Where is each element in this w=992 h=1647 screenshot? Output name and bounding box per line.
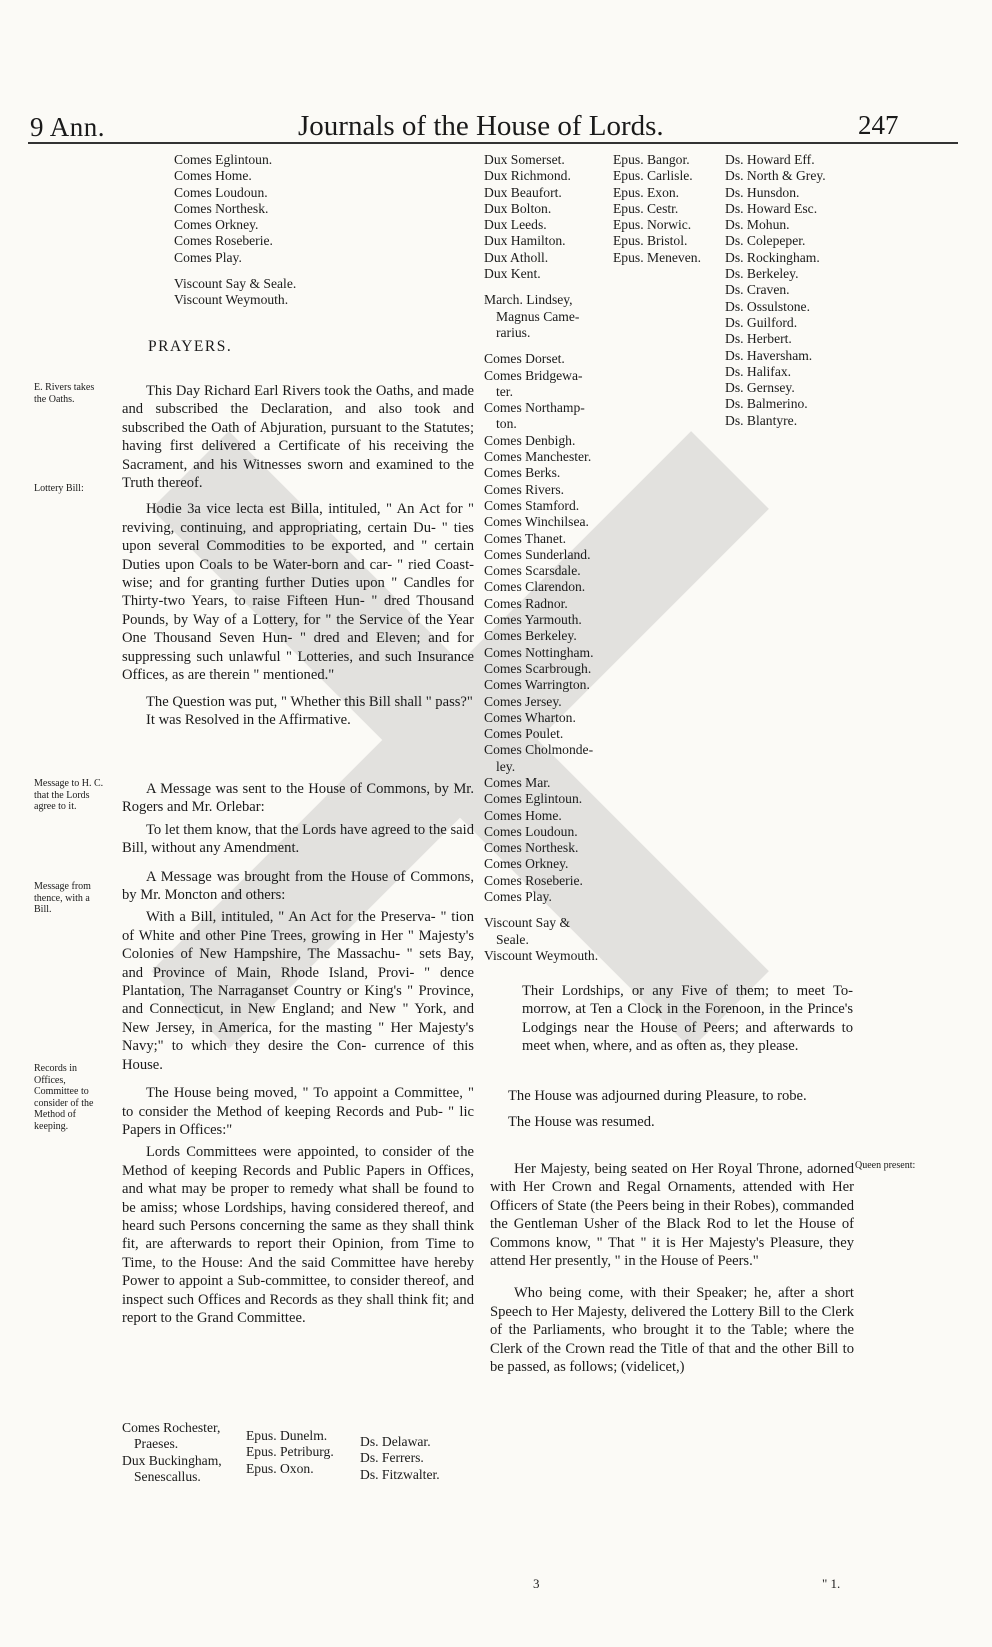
list-item: Viscount Say & — [484, 915, 571, 931]
list-item: Comes Rochester, — [122, 1420, 221, 1435]
list-item: Comes Rivers. — [484, 481, 565, 497]
left-column — [122, 382, 474, 729]
list-item: Comes Roseberie. — [174, 233, 273, 249]
list-item: Ds. Fitzwalter. — [360, 1466, 440, 1482]
list-item: Magnus Came- — [496, 308, 580, 324]
list-item: Comes Poulet. — [484, 726, 564, 742]
list-item: Comes Denbigh. — [484, 432, 576, 448]
list-item: Comes Scarbrough. — [484, 660, 592, 676]
list-item: Comes Loudoun. — [174, 184, 268, 200]
list-item: Dux Hamilton. — [484, 233, 566, 249]
list-item: Comes Play. — [484, 889, 552, 905]
list-item: Epus. Petriburg. — [246, 1444, 334, 1460]
list-item: Dux Somerset. — [484, 152, 565, 167]
paragraph-message-from: A Message was brought from the House of Commons, by Mr. Moncton and others: — [122, 868, 474, 904]
list-item: Epus. Bangor. — [613, 152, 690, 167]
margin-note-lottery: Lottery Bill: — [34, 483, 84, 494]
list-item: Dux Richmond. — [484, 168, 571, 184]
list-item: Ds. Ferrers. — [360, 1450, 424, 1466]
list-item: Seale. — [496, 931, 529, 947]
list-item: Ds. North & Grey. — [725, 168, 826, 184]
list-item: Epus. Carlisle. — [613, 168, 693, 184]
list-item: Comes Home. — [484, 807, 562, 823]
list-item: Ds. Blantyre. — [725, 412, 798, 428]
margin-note-message-from: Message from thence, with a Bill. — [34, 881, 91, 915]
paragraph-lottery-bill: Hodie 3a vice lecta est Billa, intituled, " An Act for " reviving, continuing, and appropriating, certain Du- " ties upon several Commodities to be exported, and " certain Duties upon Coals to be Water-born and car- " ried Coast-wise; and for granting further Duties upon " Candles for Thirty-two Years, to raise Fifteen Hun- " dred Thousand Pounds, by Way of a Lottery, for " the Service of the Year One Thousand Seven Hun- " dred and Eleven; and for suppressing such unlawful " Lotteries, and such Insurance Offices, as are therein " mentioned." — [122, 501, 474, 684]
list-item: Comes Mar. — [484, 774, 551, 790]
list-item: Ds. Haversham. — [725, 347, 813, 363]
margin-note-records: Records in Offices, Committee to consider of the Method of keeping. — [34, 1063, 94, 1132]
journal-title: Journals of the House of Lords. — [298, 110, 664, 142]
paragraph-rivers: This Day Richard Earl Rivers took the Oaths, and made and subscribed the Declaration, and also took and subscribed the Oath of Abjuration, pursuant to the Statutes; having first delivered a Certificate of his receiving the Sacrament, and his Witnesses sworn and examined to the Truth thereof. — [122, 383, 474, 492]
margin-note-message-to: Message to H. C. that the Lords agree to it. — [34, 778, 104, 812]
paragraph-message-from-bill: With a Bill, intituled, " An Act for the Preserva- " tion of White and other Pine Trees, growing in Her " Majesty's Colonies of New Hampshire, The Massachu- " sets Bay, and Province of Main, Rhode Island, Provi- " dence Plantation, The Narraganset Country or King's " Province, and Connecticut, in New England; and New " York, and New Jersey, in America, for the masting " Her Majesty's Navy;" to which they desire the Con- currence of this House. — [122, 909, 474, 1073]
list-item: Senescallus. — [134, 1468, 201, 1484]
list-item: rarius. — [496, 324, 531, 340]
catchword: " 1. — [822, 1576, 841, 1591]
list-item: Comes Warrington. — [484, 677, 590, 693]
list-item: Comes Yarmouth. — [484, 612, 582, 628]
signature-mark: 3 — [533, 1576, 540, 1591]
list-item: Comes Bridgewa- — [484, 367, 583, 383]
right-column — [508, 982, 853, 1056]
paragraph-majesty: Her Majesty, being seated on Her Royal Throne, adorned with Her Crown and Regal Ornaments, attended with Her Officers of State (the Peers being in their Robes), commanded the Gentleman Usher of the Black Rod to let the House of Commons know, " That " it is Her Majesty's Pleasure, they attend Her presently, " in the House of Peers." — [490, 1161, 854, 1270]
list-item: ter. — [496, 383, 513, 399]
list-item: Ds. Rockingham. — [725, 249, 820, 265]
list-item: Ds. Mohun. — [725, 217, 790, 233]
list-item: Comes Stamford. — [484, 497, 580, 513]
list-item: Comes Scarsdale. — [484, 563, 581, 579]
header-rule — [28, 142, 958, 144]
top-attendance-list — [174, 152, 296, 309]
list-item: Comes Northesk. — [484, 840, 579, 856]
committee-col-2 — [246, 1428, 334, 1477]
list-item: Comes Winchilsea. — [484, 514, 589, 530]
list-item: Epus. Meneven. — [613, 249, 701, 265]
margin-note-queen: Queen present: — [855, 1160, 916, 1171]
list-item: Epus. Dunelm. — [246, 1428, 328, 1443]
list-item: Ds. Hunsdon. — [725, 184, 800, 200]
list-item: Dux Atholl. — [484, 249, 549, 265]
list-item: Dux Bolton. — [484, 200, 552, 216]
list-item: Dux Kent. — [484, 266, 541, 282]
list-item: Viscount Weymouth. — [484, 947, 599, 963]
list-item: Ds. Ossulstone. — [725, 298, 810, 314]
list-item: Viscount Say & Seale. — [174, 276, 297, 292]
paragraph-message-to: A Message was sent to the House of Commons, by Mr. Rogers and Mr. Orlebar: — [122, 781, 474, 816]
paragraph-lordships: Their Lordships, or any Five of them; to meet To-morrow, at Ten a Clock in the Forenoon, in the Prince's Lodgings near the House of Peers; and afterwards to meet when, where, and as often as, they please. — [522, 983, 853, 1055]
list-item: ton. — [496, 416, 517, 432]
list-item: Epus. Exon. — [613, 184, 680, 200]
paragraph-message-to-detail: To let them know, that the Lords have agreed to the said Bill, without any Amendment. — [122, 821, 474, 857]
list-item: Comes Northesk. — [174, 200, 269, 216]
list-item: Viscount Weymouth. — [174, 292, 289, 308]
left-column-messages — [122, 780, 474, 1327]
committee-col-3 — [360, 1434, 440, 1483]
list-item: Comes Roseberie. — [484, 872, 583, 888]
right-column-majesty — [490, 1160, 854, 1376]
list-item: Comes Berks. — [484, 465, 561, 481]
list-item: Comes Cholmonde- — [484, 742, 594, 758]
list-item: Comes Wharton. — [484, 709, 576, 725]
list-item: Comes Orkney. — [484, 856, 569, 872]
list-item: Dux Beaufort. — [484, 184, 562, 200]
list-item: Comes Clarendon. — [484, 579, 586, 595]
list-item: Comes Nottingham. — [484, 644, 594, 660]
list-item: Ds. Guilford. — [725, 314, 798, 330]
list-item: Epus. Oxon. — [246, 1460, 314, 1476]
list-item: Comes Orkney. — [174, 217, 259, 233]
list-item: Ds. Balmerino. — [725, 396, 808, 412]
list-item: Comes Eglintoun. — [484, 791, 583, 807]
margin-note-rivers: E. Rivers takes the Oaths. — [34, 382, 95, 405]
list-item: Comes Northamp- — [484, 400, 585, 416]
list-item: Ds. Halifax. — [725, 363, 792, 379]
paragraph-records-moved: The House being moved, " To appoint a Committee, " to consider the Method of keeping Records and Pub- " lic Papers in Offices:" — [122, 1085, 474, 1138]
paragraph-speaker: Who being come, with their Speaker; he, after a short Speech to Her Majesty, delivered the Lottery Bill to the Clerk of the Parliaments, who brought it to the Table; where the Clerk of the Crown read the Title of that and the other Bill to be passed, as follows; (videlicet,) — [490, 1285, 854, 1376]
list-item: Comes Play. — [174, 249, 242, 265]
right-column-adjourn — [508, 1087, 853, 1132]
list-item: Comes Jersey. — [484, 693, 562, 709]
list-item: Comes Berkeley. — [484, 628, 577, 644]
list-item: Comes Sunderland. — [484, 546, 591, 562]
list-item: ley. — [496, 758, 516, 774]
paragraph-question: The Question was put, " Whether this Bill shall " pass?" — [146, 693, 473, 710]
list-item: Ds. Howard Esc. — [725, 200, 818, 216]
paragraph-resumed: The House was resumed. — [508, 1114, 655, 1131]
list-item: March. Lindsey, — [484, 292, 573, 308]
attendance-col-1 — [484, 152, 598, 964]
list-item: Epus. Cestr. — [613, 200, 679, 216]
list-item: Ds. Berkeley. — [725, 266, 799, 282]
list-item: Praeses. — [134, 1436, 179, 1452]
list-item: Comes Eglintoun. — [174, 152, 273, 167]
list-item: Epus. Bristol. — [613, 233, 688, 249]
list-item: Ds. Colepeper. — [725, 233, 806, 249]
paragraph-resolved: It was Resolved in the Affirmative. — [146, 711, 351, 728]
list-item: Comes Thanet. — [484, 530, 567, 546]
list-item: Epus. Norwic. — [613, 217, 692, 233]
list-item: Comes Home. — [174, 168, 252, 184]
list-item: Ds. Herbert. — [725, 331, 792, 347]
list-item: Comes Loudoun. — [484, 823, 578, 839]
list-item: Comes Radnor. — [484, 595, 568, 611]
prayers-heading: PRAYERS. — [148, 338, 233, 355]
list-item: Dux Leeds. — [484, 217, 547, 233]
list-item: Dux Buckingham, — [122, 1452, 222, 1468]
list-item: Ds. Delawar. — [360, 1434, 431, 1449]
list-item: Ds. Howard Eff. — [725, 152, 815, 167]
list-item: Comes Manchester. — [484, 449, 592, 465]
regnal-year: 9 Ann. — [30, 112, 106, 142]
paragraph-adjourned: The House was adjourned during Pleasure, to robe. — [508, 1088, 807, 1104]
list-item: Ds. Craven. — [725, 282, 790, 298]
attendance-col-3 — [725, 152, 826, 429]
list-item: Comes Dorset. — [484, 351, 565, 367]
list-item: Ds. Gernsey. — [725, 380, 795, 396]
committee-col-1 — [122, 1420, 222, 1485]
paragraph-records-committee: Lords Committees were appointed, to consider of the Method of keeping Records and Public Papers in Offices, and what may be proper to remedy what shall be found to be amiss; whose Lordships, having considered thereof, and heard such Persons concerning the same as they shall think fit, are afterwards to report their Opinion, from Time to Time, to the House: And the said Committee have hereby Power to appoint a Sub-committee, to consider thereof, and inspect such Offices and Records as they shall think fit; and report to the Grand Committee. — [122, 1144, 474, 1326]
attendance-col-2 — [613, 152, 701, 266]
page-number: 247 — [858, 110, 899, 140]
